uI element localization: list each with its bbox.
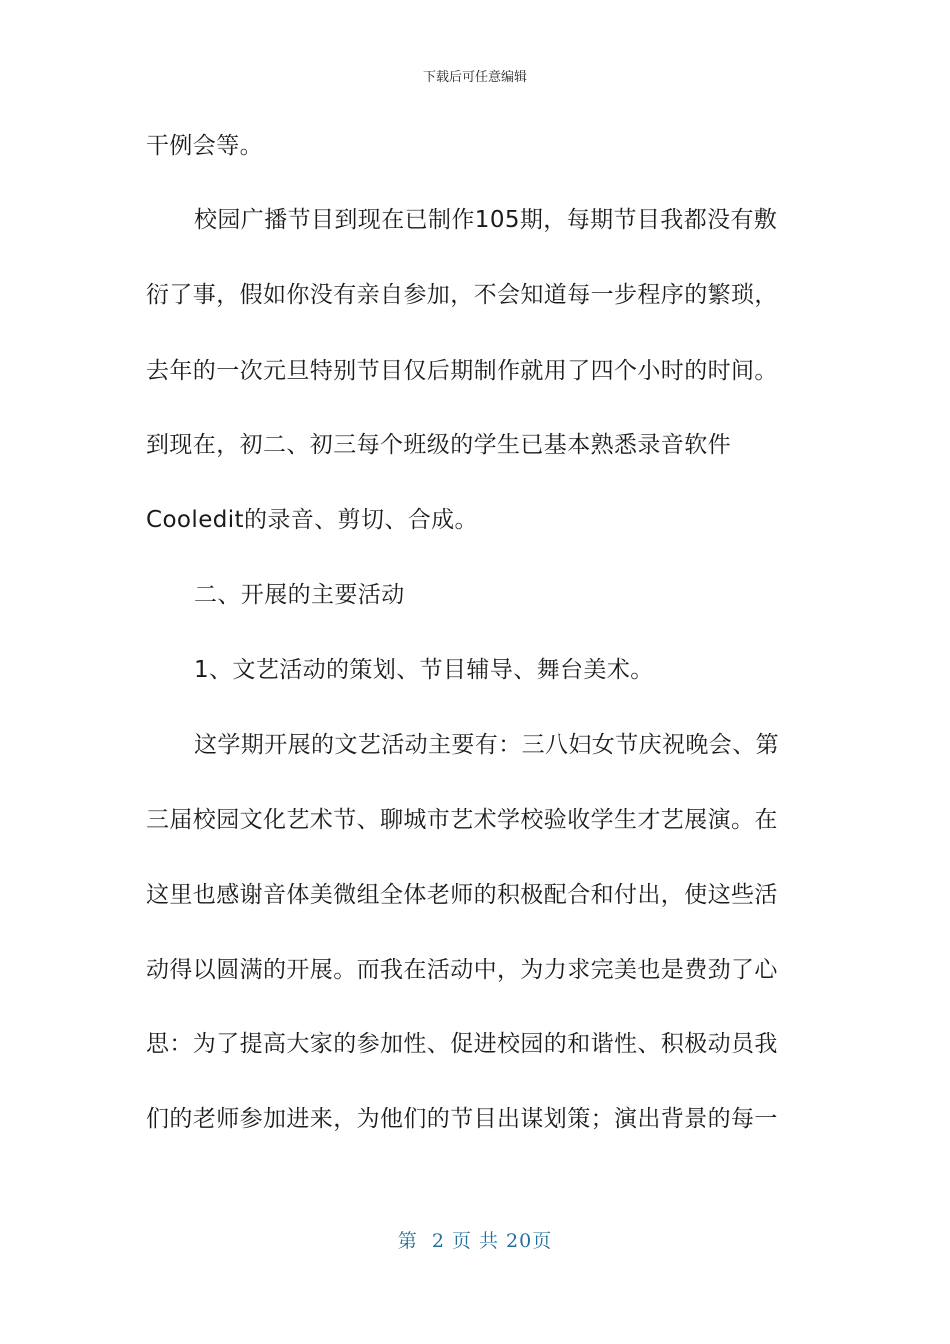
body-line-2: 校园广播节目到现在已制作105期，每期节目我都没有敷 [194,207,778,233]
body-line-6: Cooledit的录音、剪切、合成。 [146,507,478,533]
page-number-footer: 第 2 页 共 20页 [397,1230,553,1252]
body-line-5: 到现在，初二、初三每个班级的学生已基本熟悉录音软件 [146,432,731,458]
body-line-10: 三届校园文化艺术节、聊城市艺术学校验收学生才艺展演。在 [146,807,778,833]
body-line-4: 去年的一次元旦特别节目仅后期制作就用了四个小时的时间。 [146,358,778,384]
body-line-13: 思：为了提高大家的参加性、促进校园的和谐性、积极动员我 [146,1031,778,1057]
body-line-3: 衍了事，假如你没有亲自参加，不会知道每一步程序的繁琐， [146,282,778,308]
body-line-9: 这学期开展的文艺活动主要有：三八妇女节庆祝晚会、第 [194,732,779,758]
page-header-note: 下载后可任意编辑 [422,70,527,85]
subsection-heading: 1、文艺活动的策划、节目辅导、舞台美术。 [194,657,654,683]
body-line-11: 这里也感谢音体美微组全体老师的积极配合和付出，使这些活 [146,882,778,908]
body-line-14: 们的老师参加进来，为他们的节目出谋划策；演出背景的每一 [146,1106,778,1132]
body-line-12: 动得以圆满的开展。而我在活动中，为力求完美也是费劲了心 [146,957,778,983]
section-heading: 二、开展的主要活动 [194,582,405,608]
body-line-1: 干例会等。 [146,133,263,159]
